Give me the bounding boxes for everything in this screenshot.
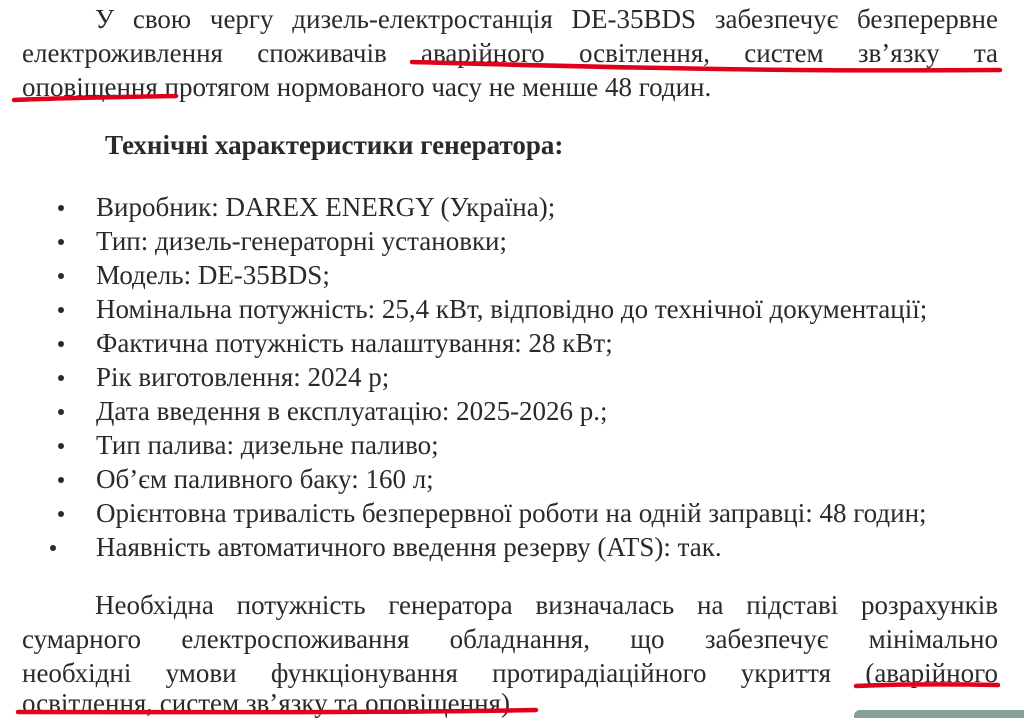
spec-item-actual-power: Фактична потужність налаштування: 28 кВт;	[0, 326, 927, 360]
bullet-icon	[58, 375, 64, 381]
spec-item-fuel-type: Тип палива: дизельне паливо;	[0, 428, 927, 462]
specs-list	[0, 190, 927, 564]
bullet-icon	[58, 239, 64, 245]
spec-item-ats: Наявність автоматичного введення резерву (ATS): так.	[0, 530, 927, 564]
spec-item-year: Рік виготовлення: 2024 р;	[0, 360, 927, 394]
spec-item-rated-power: Номінальна потужність: 25,4 кВт, відповідно до технічної документації;	[0, 292, 927, 326]
intro-line-2: електроживлення споживачів аварійного освітлення, систем зв’язку та	[22, 38, 998, 68]
outro-line-4: освітлення, систем зв’язку та оповіщення).	[22, 688, 517, 718]
corner-decoration	[854, 710, 1024, 718]
bullet-icon	[58, 205, 64, 211]
intro-line-3: оповіщення протягом нормованого часу не менше 48 годин.	[22, 72, 712, 102]
spec-item-manufacturer: Виробник: DAREX ENERGY (Україна);	[0, 190, 927, 224]
spec-item-commissioning-date: Дата введення в експлуатацію: 2025-2026 р.;	[0, 394, 927, 428]
specs-heading: Технічні характеристики генератора:	[105, 130, 564, 160]
spec-item-type: Тип: дизель-генераторні установки;	[0, 224, 927, 258]
spec-item-model: Модель: DE-35BDS;	[0, 258, 927, 292]
bullet-icon	[58, 273, 64, 279]
outro-line-3: необхідні умови функціонування протирадіаційного укриття (аварійного	[22, 658, 998, 688]
bullet-icon	[58, 341, 64, 347]
bullet-icon	[50, 545, 56, 551]
outro-line-1: Необхідна потужність генератора визначалась на підставі розрахунків	[95, 590, 998, 620]
spec-item-runtime: Орієнтовна тривалість безперервної роботи на одній заправці: 48 годин;	[0, 496, 927, 530]
spec-item-tank-volume: Об’єм паливного баку: 160 л;	[0, 462, 927, 496]
bullet-icon	[58, 511, 64, 517]
outro-line-2: сумарного електроспоживання обладнання, що забезпечує мінімально	[22, 624, 998, 654]
intro-line-1: У свою чергу дизель-електростанція DE-35BDS забезпечує безперервне	[95, 4, 998, 34]
bullet-icon	[58, 443, 64, 449]
bullet-icon	[58, 409, 64, 415]
bullet-icon	[58, 477, 64, 483]
bullet-icon	[58, 307, 64, 313]
